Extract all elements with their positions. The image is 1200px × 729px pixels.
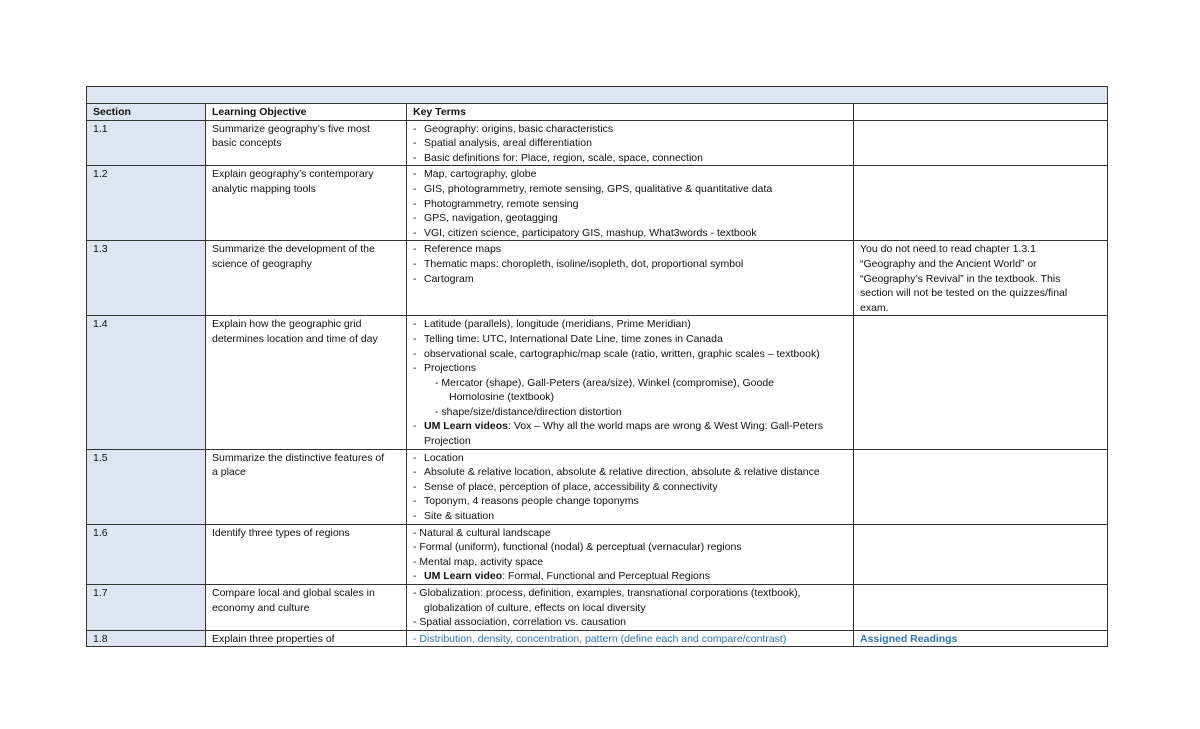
video-continuation: Projection — [424, 435, 471, 448]
table-row — [87, 166, 1108, 241]
note-line: section will not be tested on the quizzes/final — [860, 287, 1068, 300]
section-cell: 1.5 — [87, 449, 206, 524]
section-cell: 1.2 — [87, 166, 206, 241]
key-terms-cell — [407, 316, 854, 449]
objective-cell — [206, 241, 407, 316]
objective-line: Identify three types of regions — [212, 526, 350, 539]
sub-term-continuation: Homolosine (textbook) — [449, 391, 555, 404]
objective-line: Explain how the geographic grid — [212, 318, 362, 331]
objective-cell — [206, 316, 407, 449]
term-item: - Distribution, density, concentration, pattern (define each and compare/contrast) — [413, 632, 787, 645]
key-terms-cell — [407, 120, 854, 166]
term-item: - Mental map, activity space — [413, 555, 544, 568]
video-item: - UM Learn video: Formal, Functional and Perceptual Regions — [413, 570, 710, 583]
objective-line: Explain geography’s contemporary — [212, 168, 374, 181]
sub-term-item: - Mercator (shape), Gall-Peters (area/size), Winkel (compromise), Goode — [435, 376, 775, 389]
term-item: - Latitude (parallels), longitude (meridians, Prime Meridian) — [413, 318, 691, 331]
table-row — [87, 241, 1108, 316]
term-item: - Spatial association, correlation vs. causation — [413, 616, 627, 629]
objective-line: basic concepts — [212, 137, 282, 150]
note-line: “Geography’s Revival” in the textbook. This — [860, 272, 1061, 285]
notes-cell — [854, 120, 1108, 166]
section-cell: 1.4 — [87, 316, 206, 449]
term-item: - Formal (uniform), functional (nodal) & perceptual (vernacular) regions — [413, 541, 742, 554]
term-item: - Site & situation — [413, 510, 495, 523]
objective-cell — [206, 524, 407, 584]
objective-line: analytic mapping tools — [212, 182, 316, 195]
sub-term-item: - shape/size/distance/direction distortion — [435, 405, 622, 418]
table-row — [87, 449, 1108, 524]
objective-line: Summarize the development of the — [212, 243, 375, 256]
table-row — [87, 630, 1108, 647]
term-item: - Thematic maps: choropleth, isoline/isopleth, dot, proportional symbol — [413, 257, 744, 270]
term-item: - VGI, citizen science, participatory GIS, mashup, What3words - textbook — [413, 226, 757, 239]
objective-line: a place — [212, 466, 246, 479]
table-row — [87, 316, 1108, 449]
term-item: - Spatial analysis, areal differentiation — [413, 137, 592, 150]
section-cell: 1.8 — [87, 630, 206, 647]
note-line: “Geography and the Ancient World” or — [860, 257, 1037, 270]
table-title-band — [87, 87, 1108, 104]
term-item: - Natural & cultural landscape — [413, 526, 551, 539]
objective-line: Summarize geography’s five most — [212, 122, 370, 135]
term-item: - Absolute & relative location, absolute & relative direction, absolute & relative distance — [413, 466, 820, 479]
key-terms-cell — [407, 166, 854, 241]
table-header-row — [87, 104, 1108, 121]
term-item: - Globalization: process, definition, examples, transnational corporations (textbook), — [413, 587, 801, 599]
objective-cell — [206, 120, 407, 166]
term-item: - Location — [413, 451, 464, 464]
term-item: - Sense of place, perception of place, accessibility & connectivity — [413, 480, 718, 493]
objective-line: determines location and time of day — [212, 332, 378, 345]
note-line: You do not need to read chapter 1.3.1 — [860, 243, 1036, 256]
term-continuation: globalization of culture, effects on local diversity — [424, 601, 646, 614]
header-key-terms: Key Terms — [407, 104, 854, 121]
section-cell: 1.1 — [87, 120, 206, 166]
notes-cell — [854, 241, 1108, 316]
table-row — [87, 120, 1108, 166]
term-item: - Map, cartography, globe — [413, 168, 537, 181]
note-line: exam. — [860, 301, 889, 314]
table-row — [87, 524, 1108, 584]
assigned-readings-label: Assigned Readings — [860, 632, 958, 645]
video-item: - UM Learn videos: Vox – Why all the world maps are wrong & West Wing: Gall-Peters — [413, 420, 823, 433]
notes-cell — [854, 585, 1108, 631]
term-item: - observational scale, cartographic/map scale (ratio, written, graphic scales – textbook) — [413, 347, 820, 360]
term-item: - Toponym, 4 reasons people change toponyms — [413, 495, 639, 508]
term-item: - Projections — [413, 362, 476, 375]
key-terms-cell — [407, 449, 854, 524]
section-cell: 1.6 — [87, 524, 206, 584]
notes-cell — [854, 630, 1108, 647]
term-item: - Basic definitions for: Place, region, scale, space, connection — [413, 151, 703, 164]
objective-line: Compare local and global scales in — [212, 587, 375, 599]
learning-objectives-table — [86, 86, 1108, 647]
header-learning-objective: Learning Objective — [206, 104, 407, 121]
objective-line: economy and culture — [212, 601, 310, 614]
key-terms-cell — [407, 241, 854, 316]
term-item: - Cartogram — [413, 272, 474, 285]
term-item: - Reference maps — [413, 243, 502, 256]
term-item: - GIS, photogrammetry, remote sensing, GPS, qualitative & quantitative data — [413, 182, 773, 195]
table-row — [87, 585, 1108, 631]
title-band-cell — [87, 87, 1108, 104]
notes-cell — [854, 166, 1108, 241]
objective-line: science of geography — [212, 257, 312, 270]
term-item: - Telling time: UTC, International Date Line, time zones in Canada — [413, 332, 723, 345]
objective-cell — [206, 585, 407, 631]
objective-line: Explain three properties of — [212, 632, 335, 645]
notes-cell — [854, 524, 1108, 584]
key-terms-cell — [407, 630, 854, 647]
section-cell: 1.3 — [87, 241, 206, 316]
header-notes — [854, 104, 1108, 121]
notes-cell — [854, 449, 1108, 524]
term-item: - Geography: origins, basic characteristics — [413, 122, 614, 135]
notes-cell — [854, 316, 1108, 449]
header-section: Section — [87, 104, 206, 121]
objective-cell — [206, 449, 407, 524]
term-item: - Photogrammetry, remote sensing — [413, 197, 579, 210]
key-terms-cell — [407, 524, 854, 584]
objective-line: Summarize the distinctive features of — [212, 451, 385, 464]
term-item: - GPS, navigation, geotagging — [413, 212, 558, 225]
objective-cell — [206, 166, 407, 241]
section-cell: 1.7 — [87, 585, 206, 631]
objective-cell — [206, 630, 407, 647]
key-terms-cell — [407, 585, 854, 631]
